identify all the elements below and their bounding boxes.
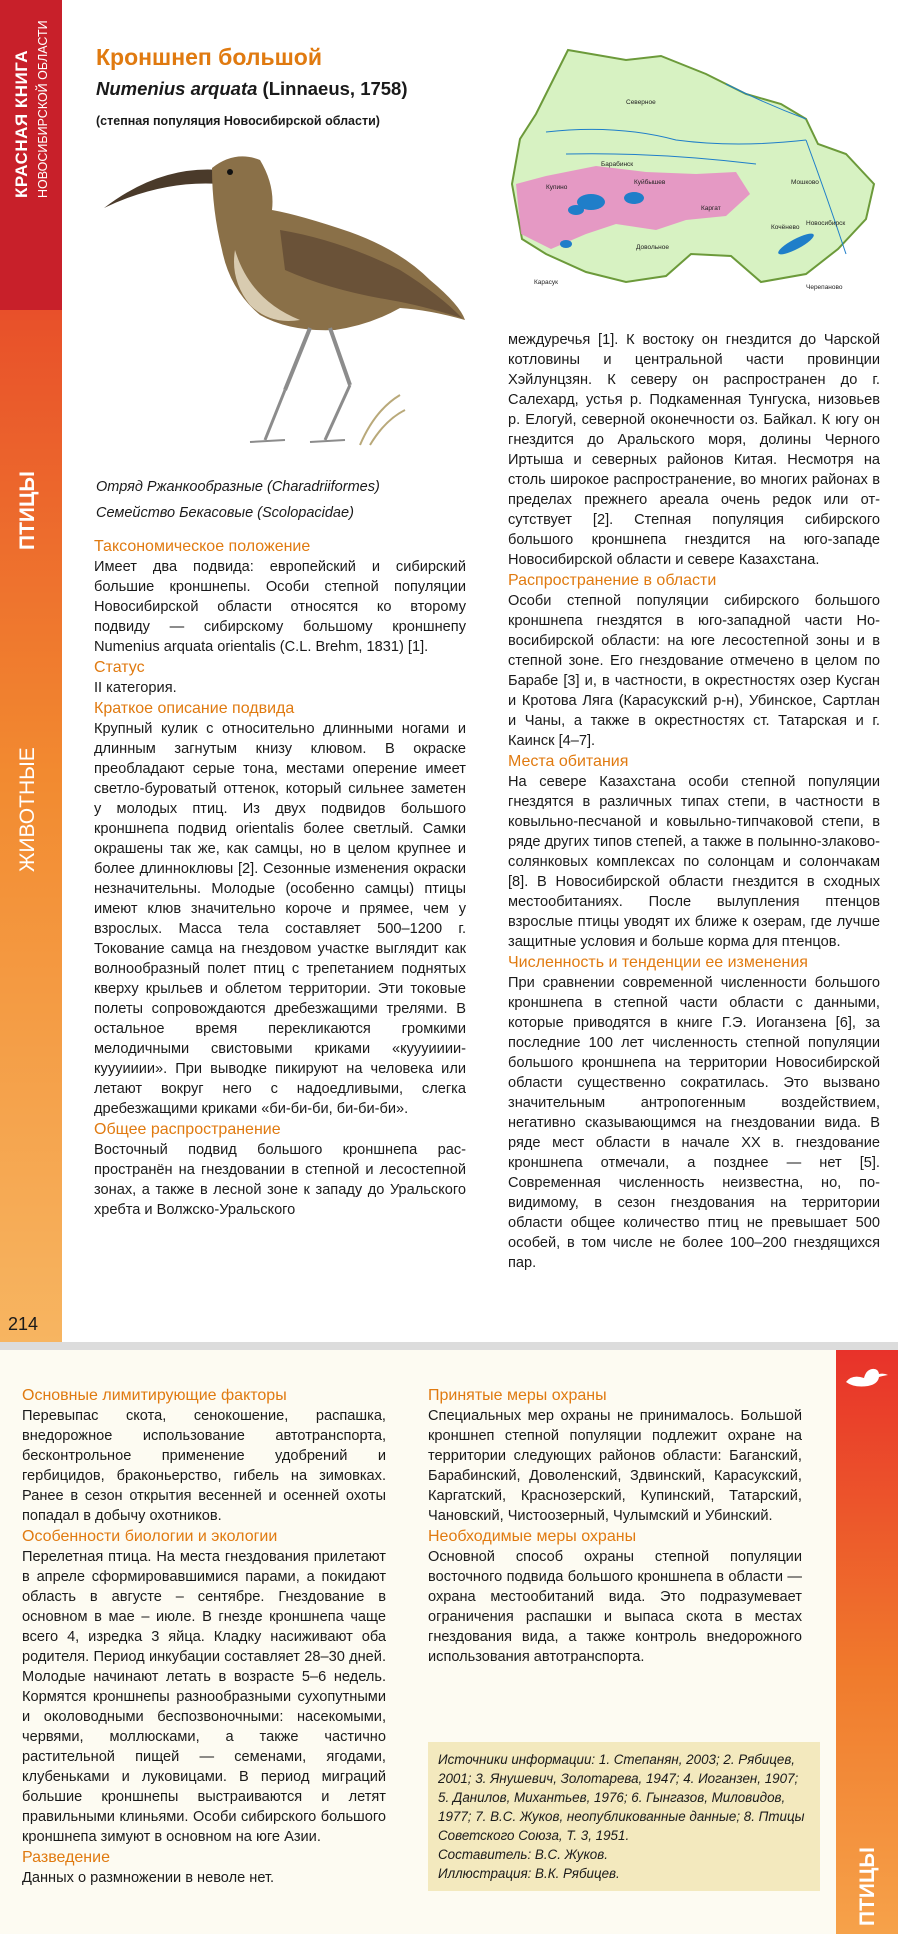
map-label-dovolnoe: Довольное [636, 244, 669, 251]
section-text: При сравнении современной численности большого кроншнепа в степной части области с данными, которые приводятся в книге Г.Э. Иоганзена [6], за последние 100 лет численность степной популяции большого кроншнепа на территории Новосибирской области существенно сократилась. Это вызвано значительным антропогенным воздействием, негативно сказывающимся на гнездовании вида. В ряде мест области в начале XX в. гнездование кроншнепа отмечали, а позднее — нет [5]. Современная численность неизвестна, но, по-видимому, в сезон гнездования на территории области общее количество птиц не превышает 500 особей, в том числе не более 100–200 гнездящихся пар. [508, 975, 880, 1271]
section-text: Особи степной популяции сибирского большого кроншнепа гнездятся в юго-западной части Новосибирской области: на юге лесостепной зоны и в степной зоне. Его гнездование отмечено в целом по Барабе [3] и, в частности, в окрестностях озер Кусган и Кротова Ляга (Карасукский р-н), Убинское, Сартлан и Чаны, а также в окрестностях ст. Татарская и г. Каинск [4–7]. [508, 593, 880, 749]
compiler-line: Составитель: В.С. Жуков. [438, 1847, 608, 1862]
family-line: Семейство Бекасовые (Scolopacidae) [96, 505, 354, 521]
illustration-credit: Иллюстрация: В.К. Рябицев. [438, 1866, 620, 1881]
map-label-cherepanovo: Черепаново [806, 284, 843, 291]
map-label-kuybyshev: Куйбышев [634, 179, 666, 186]
latin-author: (Linnaeus, 1758) [262, 78, 408, 99]
animals-label: ЖИВОТНЫЕ [16, 747, 39, 872]
left-side-band [0, 0, 62, 1342]
map-label-kupino: Купино [546, 184, 568, 191]
text-column-2 [508, 330, 880, 1273]
map-label-severnoe: Северное [626, 99, 656, 106]
section-text: II категория. [94, 680, 177, 696]
map-label-kargat: Каргат [701, 205, 721, 212]
map-label-karasuk: Карасук [534, 279, 558, 286]
section-heading: Места обитания [508, 753, 629, 770]
section-heading: Общее распространение [94, 1121, 281, 1138]
birds-label: ПТИЦЫ [16, 471, 39, 550]
bird-drawing [104, 156, 465, 445]
latin-name [96, 78, 408, 100]
red-book-title: КРАСНАЯ КНИГА [12, 49, 31, 198]
population-note: (степная популяция Новосибирской области) [96, 114, 380, 128]
section-heading: Основные лимитирующие факторы [22, 1387, 287, 1404]
map-label-novosibirsk: Новосибирск [806, 220, 846, 227]
section-heading: Численность и тенденции ее изменения [508, 954, 808, 971]
birds-label-page2: ПТИЦЫ [856, 1847, 879, 1926]
section-text: Данных о размножении в неволе нет. [22, 1870, 275, 1886]
section-text: Восточный подвид большого кроншнепа распространён на гнездовании в степной и лесостепной зонах, а также в лесной зоне к западу до Уральского хребта и Волжско-Уральского [94, 1142, 466, 1218]
section-heading: Особенности биологии и экологии [22, 1528, 278, 1545]
curlew-illustration [100, 140, 470, 450]
right-side-band [836, 1350, 898, 1934]
section-heading: Статус [94, 659, 145, 676]
page-number: 214 [8, 1314, 39, 1334]
section-text: Перелетная птица. На места гнездования прилетают в апреле сформировавшимися парами, а покидают область в августе – сентябре. Гнездование в основном в мае – июле. В гнезде кроншнепа чаще всего 4, изредка 3 яйца. Кладку насиживают оба родителя. Период инкубации составляет 28–30 дней. Молодые начинают летать в возрасте 5–6 недель. Кормятся кроншнепы разнообразными сухопутными и околоводными беспозвоночными: насекомыми, червями, моллюсками, а также частично растительной пищей — семенами, ягодами, клубеньками и луковицами. В период миграций большие кроншнепы выстраиваются и летят правильными клиньями. Особи сибирского большого кроншнепа зимуют в основном на юге Азии. [22, 1549, 386, 1845]
map-label-moshkovo: Мошково [791, 179, 819, 186]
sources-text: Источники информации: 1. Степанян, 2003; 2. Рябицев, 2001; 3. Янушевич, Золотарева, 1947; 4. Иоганзен, 1907; 5. Данилов, Михантьев, 1976; 6. Гынгазов, Миловидов, 1977; 7. В.С. Жуков, неопубликованные данные; 8. Птицы Советского Союза, Т. 3, 1951. [438, 1752, 805, 1843]
section-text: Специальных мер охраны не принималось. Большой кроншнеп степной популяции подлежит охране на территории следующих районов области: Баганский, Барабинский, Доволенский, Здвинский, Карасукский, Каргатский, Краснозерский, Купинский, Татарский, Чановский, Чистоозерный, Чулымский и Убинский. [428, 1408, 802, 1524]
section-text: На севере Казахстана особи степной популяции гнездятся в различных типах степи, в частности в ковыльно-песчаной и ковыльно-типчаковой степи, в ряде других типов степей, а также в полынно-злаково-солянковых комплексах по солонцам и солончакам [8]. В Новосибирской области гнездится в сходных местообитаниях. После вылупления птенцов взрослые птицы уводят их ближе к озерам, где лучше защитные условия и больше корма для птенцов. [508, 774, 880, 950]
taxonomy-block [96, 474, 380, 526]
map-label-barabinsk: Барабинск [601, 161, 634, 168]
section-text: Крупный кулик с относительно длинными ногами и длинным загнутым книзу клювом. В окраске преобладают серые тона, местами оперение имеет светло-буроватый оттенок, который сильнее заметен у молодых птиц. Из двух подвидов большого кроншнепа подвид orientalis более светлый. Самки окрашены так же, как самцы, но в целом крупнее и более длинноклювы [2]. Сезонные изменения окраски незначительны. Молодые (особенно самцы) птицы имеют клюв значительно короче и прямее, чем у взрослых. Масса тела составляет 500–1200 г. Токование самца на гнездовом участке выглядит как волнообразный полет птиц с трепетанием поднятых кверху крыльев и облетом территории. Эти токовые полеты сопровождаются дребезжащими трелями. В остальное время перекликаются громкими мелодичными свистовыми криками «куууииии-куууииии». При выводке пикируют на человека или летают вокруг него с надоедливыми, слегка дребезжащими криками «би-би-би, би-би-би». [94, 721, 466, 1117]
section-heading: Принятые меры охраны [428, 1387, 607, 1404]
section-text: Основной способ охраны степной популяции восточного подвида большого кроншнепа в области — охрана местообитаний вида. Это подразумевает ограничения распашки и выпаса скота в местах гнездования вида, а также контроль внедорожного использования автотранспорта. [428, 1549, 802, 1665]
section-heading: Разведение [22, 1849, 110, 1866]
page-divider [0, 1342, 898, 1350]
text-column-1 [94, 536, 466, 1220]
section-heading: Таксономическое положение [94, 538, 311, 555]
latin-binomial: Numenius arquata [96, 78, 258, 99]
red-book-region: НОВОСИБИРСКОЙ ОБЛАСТИ [36, 20, 50, 198]
distribution-map [506, 44, 884, 294]
section-heading: Краткое описание подвида [94, 700, 295, 717]
order-line: Отряд Ржанкообразные (Charadriiformes) [96, 479, 380, 495]
sources-box [428, 1742, 820, 1891]
section-heading: Необходимые меры охраны [428, 1528, 637, 1545]
text-column-3 [22, 1385, 386, 1888]
duck-icon [842, 1362, 892, 1392]
section-text: междуречья [1]. К востоку он гнездится до Чарской котловины и центральной части провинции Хэйлунцзян. К северу он распространен до г. Салехард, устья р. Подкаменная Тунгуска, низовьев р. Елогуй, северной оконечности оз. Байкал. К югу он гнездится до Аральского моря, долины Черного Иртыша и северных районов Китая. Несмотря на столь широкое распространение, во многих районах в пределах прежнего ареала очень редок или отсутствует [2]. Степная популяция сибирского большого кроншнепа гнездится на юго-западе Новосибирской области и севере Казахстана. [508, 332, 880, 568]
section-text: Перевыпас скота, сенокошение, распашка, внедорожное использование автотранспорта, бесконтрольное применение удобрений и гербицидов, браконьерство, гибель на зимовках. Ранее в сезон открытия весенней и осенней охоты попадал в добычу охотников. [22, 1408, 386, 1524]
map-label-kochenevo: Кочёнево [771, 224, 800, 231]
species-title: Кроншнеп большой [96, 44, 322, 70]
section-text: Имеет два подвида: европейский и сибирский большие кроншнепы. Особи степной популяции Новосибирской области относятся ко второму подвиду — сибирскому большому кроншнепу Numenius arquata orientalis (C.L. Brehm, 1831) [1]. [94, 559, 466, 655]
text-column-4 [428, 1385, 802, 1667]
section-heading: Распространение в области [508, 572, 717, 589]
